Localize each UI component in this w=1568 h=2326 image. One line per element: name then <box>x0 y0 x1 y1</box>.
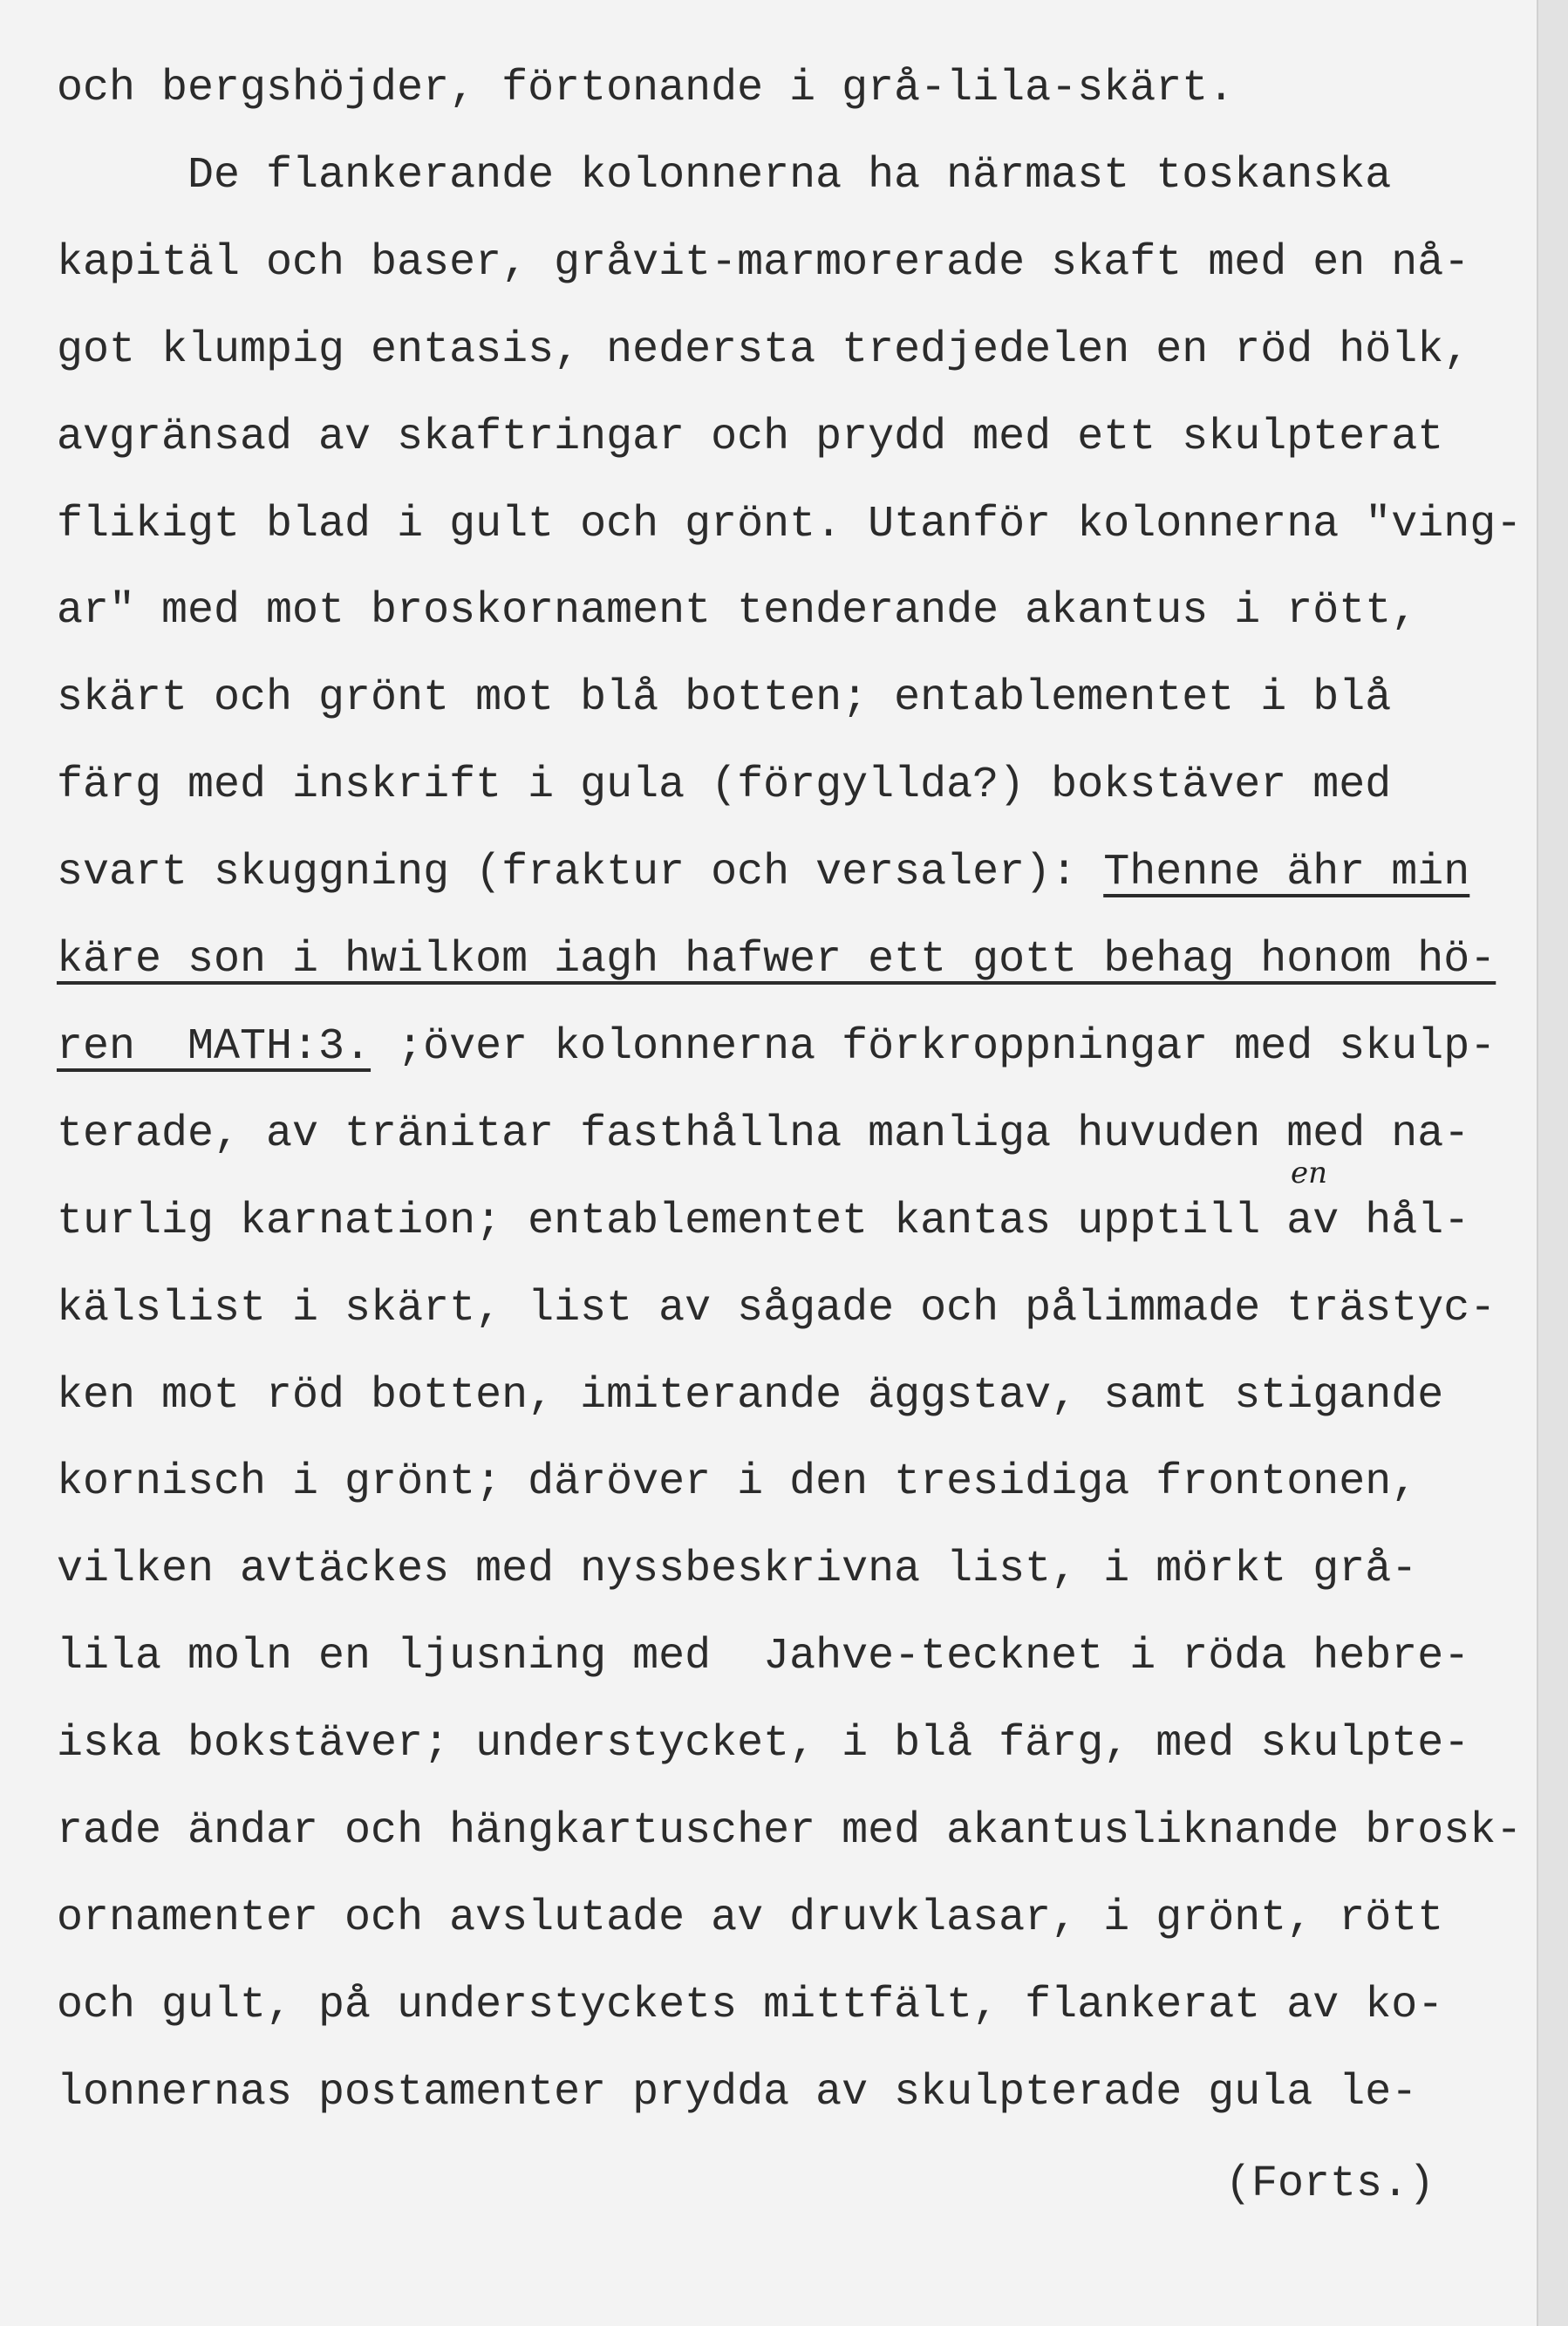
text-line <box>57 481 1522 569</box>
text-line <box>57 307 1469 394</box>
underlined-quote: ren MATH:3. <box>57 1021 372 1072</box>
text-segment: färg med inskrift i gula (förgyllda?) bokstäver med <box>57 761 1392 811</box>
text-segment: ;över kolonnerna förkroppningar med skulp- <box>371 1021 1496 1072</box>
text-segment: vilken avtäckes med nyssbeskrivna list, i mörkt grå- <box>57 1545 1418 1595</box>
underlined-quote: Thenne ähr min <box>1103 848 1470 898</box>
text-segment: skärt och grönt mot blå botten; entablementet i blå <box>57 673 1392 724</box>
text-line <box>57 1613 1469 1701</box>
text-segment: och bergshöjder, förtonande i grå-lila-skärt. <box>57 64 1235 113</box>
text-line <box>57 568 1417 655</box>
text-segment: avgränsad av skaftringar och prydd med ett skulpterat <box>57 412 1444 462</box>
text-segment: svart skuggning (fraktur och versaler): <box>57 848 1104 898</box>
text-segment: kälslist i skärt, list av sågade och pålimmade trästyc- <box>57 1283 1496 1334</box>
text-segment: kapitäl och baser, gråvit-marmorerade skaft med en nå- <box>57 237 1470 288</box>
text-line <box>57 1178 1469 1265</box>
text-segment: lonnernas postamenter prydda av skulpterade gula le- <box>57 2067 1418 2118</box>
continuation-note: (Forts.) <box>1225 2159 1435 2209</box>
text-line <box>57 220 1469 307</box>
text-line <box>57 1788 1522 1875</box>
text-line <box>57 2050 1417 2137</box>
text-segment: De flankerande kolonnerna ha närmast toskanska <box>57 150 1392 201</box>
text-line <box>57 829 1469 917</box>
text-line <box>57 394 1443 481</box>
text-line <box>57 742 1391 829</box>
underlined-quote: käre son i hwilkom iagh hafwer ett gott behag honom hö- <box>57 935 1496 985</box>
text-line <box>57 917 1496 1004</box>
text-line <box>57 45 1234 133</box>
text-segment: lila moln en ljusning med Jahve-tecknet i röda hebre- <box>57 1632 1470 1682</box>
text-line <box>57 1439 1417 1526</box>
text-line <box>57 133 1391 220</box>
text-line <box>57 1701 1469 1788</box>
text-line <box>57 1091 1469 1178</box>
handwritten-insertion: en <box>1291 1156 1328 1190</box>
text-line <box>57 1004 1496 1091</box>
text-segment: flikigt blad i gult och grönt. Utanför kolonnerna "ving- <box>57 499 1523 549</box>
text-segment: terade, av tränitar fasthållna manliga huvuden med na- <box>57 1108 1470 1159</box>
text-line <box>57 655 1391 742</box>
text-segment: ornamenter och avslutade av druvklasar, i grönt, rött <box>57 1893 1444 1943</box>
text-segment: ar" med mot broskornament tenderande akantus i rött, <box>57 586 1418 637</box>
text-segment: rade ändar och hängkartuscher med akantusliknande brosk- <box>57 1806 1523 1856</box>
text-segment: kornisch i grönt; däröver i den tresidiga frontonen, <box>57 1457 1418 1508</box>
text-segment: iska bokstäver; understycket, i blå färg, med skulpte- <box>57 1719 1470 1770</box>
text-line <box>57 1353 1443 1440</box>
text-segment: och gult, på understyckets mittfält, flankerat av ko- <box>57 1980 1444 2030</box>
text-line <box>57 1265 1496 1353</box>
paper-edge <box>1537 0 1568 2326</box>
text-segment: turlig karnation; entablementet kantas upptill av hål- <box>57 1196 1470 1246</box>
text-line <box>57 1962 1443 2050</box>
text-line <box>57 1526 1417 1613</box>
text-line <box>57 1875 1443 1962</box>
text-segment: ken mot röd botten, imiterande äggstav, samt stigande <box>57 1370 1444 1421</box>
text-segment: got klumpig entasis, nedersta tredjedelen en röd hölk, <box>57 324 1470 375</box>
